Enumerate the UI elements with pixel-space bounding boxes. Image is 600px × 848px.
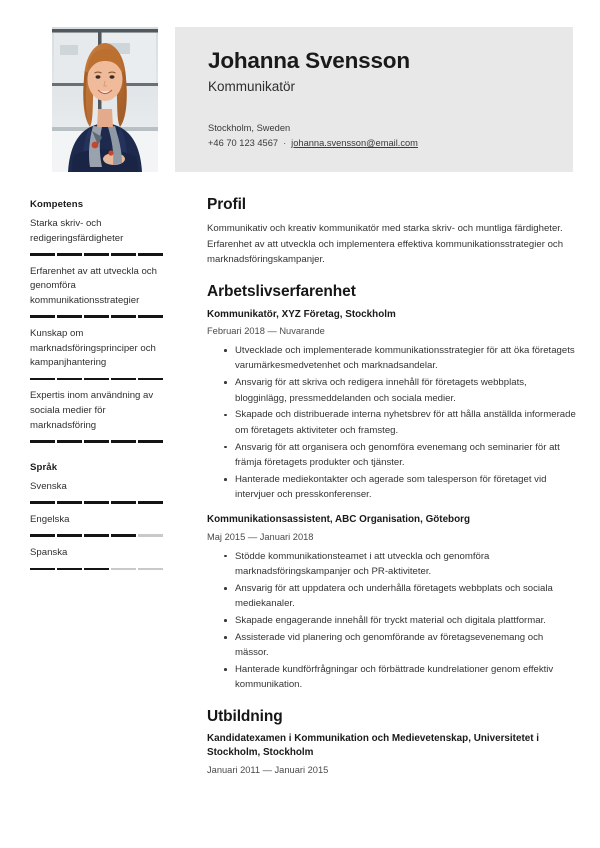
rating-segment [84,378,109,381]
sidebar [30,199,166,579]
rating-segment [138,501,163,504]
contact-separator: · [283,137,287,148]
language-item [30,513,166,537]
experience-role: Kommunikatör, XYZ Företag, Stockholm [207,308,396,320]
section-profile [207,196,579,268]
rating-segment [138,253,163,256]
section-title-education: Utbildning [207,707,283,725]
rating-segment [30,378,55,381]
rating-segment [57,501,82,504]
bullet-item: Skapade och distribuerade interna nyhetsbrev för att hålla anställda informerade om företagets aktiviteter och framsteg. [224,407,579,438]
rating-segment [84,253,109,256]
experience-dates: Februari 2018 — Nuvarande [207,326,325,337]
rating-segment [111,253,136,256]
experience-bullets [207,549,579,693]
rating-segment [57,253,82,256]
sidebar-languages-heading: Språk [30,461,58,473]
sidebar-skills-heading: Kompetens [30,199,84,210]
rating-segment [30,501,55,504]
section-education [207,708,579,778]
rating-segment [30,568,55,571]
language-item [30,546,166,570]
page-title: Johanna Svensson [208,48,410,73]
skill-label: Starka skriv- och redigeringsfärdigheter [30,218,124,244]
rating-segment [138,378,163,381]
skill-rating [30,253,163,256]
rating-segment [138,568,163,571]
skill-rating [30,315,163,318]
rating-segment [57,315,82,318]
rating-segment [138,440,163,443]
skill-label: Expertis inom användning av sociala medier för marknadsföring [30,390,154,431]
contact-block [208,121,573,151]
rating-segment [138,534,163,537]
rating-segment [111,534,136,537]
rating-segment [57,440,82,443]
language-rating [30,568,163,571]
main-content [207,196,579,783]
rating-segment [111,378,136,381]
bullet-item: Hanterade mediekontakter och agerade som talesperson för företaget vid intervjuer och presskonferenser. [224,472,579,503]
bullet-item: Skapade engagerande innehåll för tryckt material och digitala plattformar. [224,613,579,628]
bullet-item: Hanterade kundförfrågningar och förbättrade kundrelationer genom effektiv kommunikation. [224,662,579,693]
language-label: Spanska [30,547,68,559]
bullet-item: Ansvarig för att uppdatera och underhålla företagets webbplats och sociala mediekanaler. [224,581,579,612]
rating-segment [111,568,136,571]
bullet-item: Ansvarig för att organisera och genomföra evenemang och seminarier för att främja företagets produkter och tjänster. [224,440,579,471]
skill-rating [30,440,163,443]
skill-label: Kunskap om marknadsföringsprinciper och kampanjhantering [30,328,156,369]
rating-segment [57,568,82,571]
bullet-item: Ansvarig för att skriva och redigera innehåll för företagets webbplats, blogginlägg, pressmeddelanden och sociala medier. [224,375,579,406]
rating-segment [30,534,55,537]
profile-photo [52,27,158,172]
bullet-item: Stödde kommunikationsteamet i att utveckla och genomföra marknadsföringskampanjer och PR-aktiviteter. [224,549,579,580]
header-band [175,27,573,172]
rating-segment [30,315,55,318]
skill-item [30,217,166,256]
experience-bullets [207,343,579,502]
profile-summary-text: Kommunikativ och kreativ kommunikatör med starka skriv- och muntliga färdigheter. Erfarenhet av att utveckla och implementera effektiva kommunikationsstrategier och marknadsföringskampanjer. [207,222,564,266]
skill-item [30,389,166,442]
rating-segment [111,501,136,504]
rating-segment [111,440,136,443]
experience-entry [207,308,579,503]
rating-segment [84,534,109,537]
education-degree: Kandidatexamen i Kommunikation och Medievetenskap, Universitetet i Stockholm, Stockholm [207,733,539,759]
skill-item [30,265,166,318]
education-entry [207,732,579,777]
rating-segment [84,440,109,443]
experience-entry [207,513,579,692]
section-title-experience: Arbetslivserfarenhet [207,283,356,301]
section-experience [207,283,579,692]
education-dates: Januari 2011 — Januari 2015 [207,765,329,776]
contact-email-link[interactable]: johanna.svensson@email.com [291,137,418,148]
skill-item [30,327,166,380]
bullet-item: Utvecklade och implementerade kommunikationsstrategier för att öka företagets varumärkesmedvetenhet och marknadsandelar. [224,343,579,374]
contact-line [208,136,573,151]
language-rating [30,534,163,537]
rating-segment [84,315,109,318]
section-title-profile: Profil [207,196,247,213]
skill-label: Erfarenhet av att utveckla och genomföra kommunikationsstrategier [30,265,157,306]
skill-rating [30,378,163,381]
contact-phone: +46 70 123 4567 [208,137,279,148]
experience-dates: Maj 2015 — Januari 2018 [207,531,314,542]
rating-segment [57,534,82,537]
language-rating [30,501,163,504]
contact-location: Stockholm, Sweden [208,122,291,133]
language-item [30,480,166,504]
rating-segment [84,568,109,571]
rating-segment [30,253,55,256]
rating-segment [111,315,136,318]
bullet-item: Assisterade vid planering och genomförande av företagsevenemang och mässor. [224,630,579,661]
language-label: Svenska [30,480,67,492]
language-label: Engelska [30,513,70,525]
job-title: Kommunikatör [208,78,296,94]
rating-segment [57,378,82,381]
experience-role: Kommunikationsassistent, ABC Organisation, Göteborg [207,514,470,526]
rating-segment [138,315,163,318]
rating-segment [30,440,55,443]
rating-segment [84,501,109,504]
